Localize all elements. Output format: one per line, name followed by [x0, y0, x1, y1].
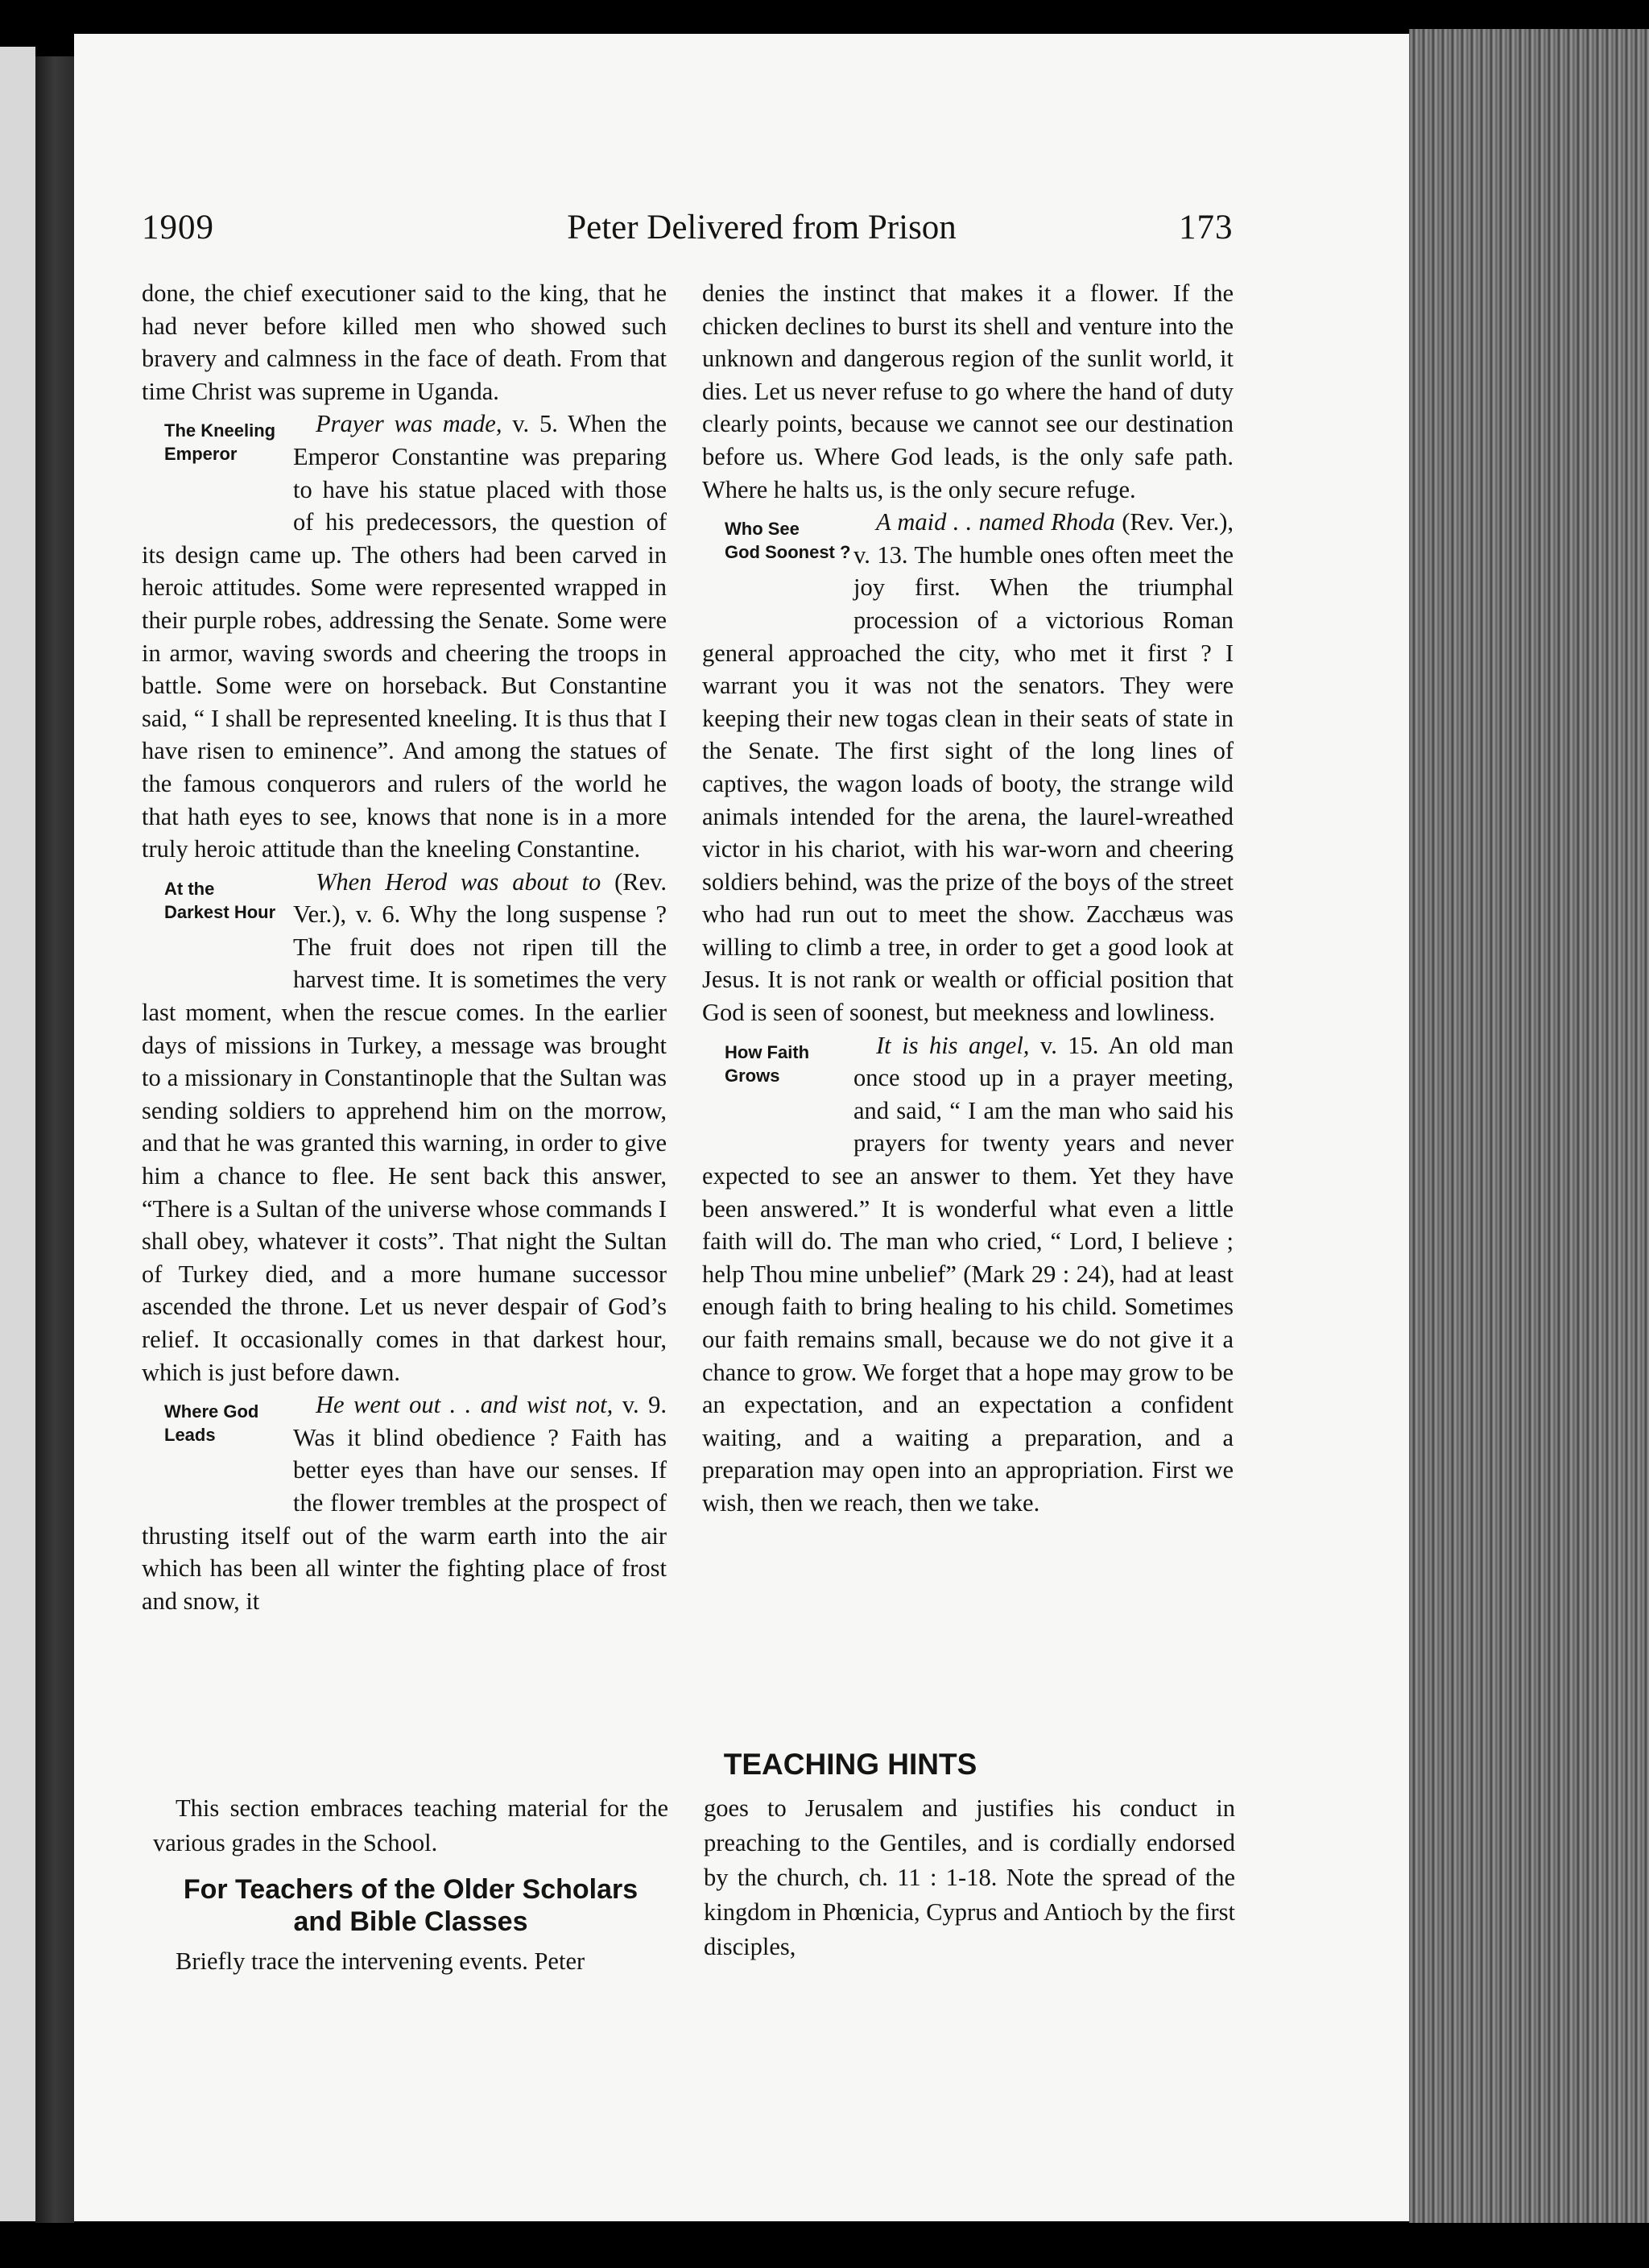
sub-heading: For Teachers of the Older Scholars and Bible Classes: [183, 1874, 639, 1937]
paragraph: At the Darkest Hour When Herod was about to (Rev. Ver.), v. 6. Why the long suspense ? The fruit does not ripen till the harvest time. It is sometimes the very last moment, when the rescue comes. In the earlier days of missions in Turkey, a message was brought to a missionary in Constantinople that the Sultan was sending soldiers to apprehend him on the morrow, and that he was granted this warning, in order to give him a chance to flee. He sent back this answer, “There is a Sultan of the universe whose commands I shall obey, whatever it costs”. That night the Sultan of Turkey died, and a more humane successor ascended the throne. Let us never despair of God’s relief. It occasionally comes in that darkest hour, which is just before dawn.: [142, 867, 667, 1386]
paragraph: done, the chief executioner said to the king, that he had never before killed men who showed such bravery and calmness in the face of death. From that time Christ was supreme in Uganda.: [142, 279, 667, 405]
paragraph: goes to Jerusalem and justifies his conduct in preaching to the Gentiles, and is cordially endorsed by the church, ch. 11 : 1-18. Note the spread of the kingdom in Phœnicia, Cyprus and Antioch by the first disciples,: [704, 1794, 1235, 1960]
verse-reference: When Herod was about to: [316, 867, 601, 896]
book-gutter: [35, 56, 74, 2223]
paragraph: Where God Leads He went out . . and wist not, v. 9. Was it blind obedience ? Faith has better eyes than have our senses. If the flower trembles at the prospect of thrusting itself out of the warm earth into the air which has been all winter the fighting place of frost and snow, it: [142, 1391, 667, 1615]
paragraph: How Faith Grows It is his angel, v. 15. An old man once stood up in a prayer meeting, and said, “ I am the man who said his prayers for twenty years and never expected to see an answer to them. Yet they have been answered.” It is wonderful what even a little faith will do. The man who cried, “ Lord, I believe ; help Thou mine unbelief” (Mark 29 : 24), had at least enough faith to bring healing to his child. Sometimes our faith remains small, because we do not give it a chance to grow. We forget that a hope may grow to be an expectation, and an expectation a confident waiting, and a waiting a preparation, and a preparation may open into an appropriation. First we wish, then we reach, then we take.: [702, 1031, 1234, 1517]
running-head-title: Peter Delivered from Prison: [567, 209, 957, 246]
verse-reference: He went out . . and wist not,: [316, 1391, 614, 1419]
paragraph: The Kneeling Emperor Prayer was made, v. 5. When the Emperor Constantine was preparing to have his statue placed with those of his predecessors, the question of its design came up. The others had been carved in heroic attitudes. Some were represented wrapped in their purple robes, addressing the Senate. Some were in armor, waving swords and cheering the troops in battle. Some were on horseback. But Constantine said, “ I shall be represented kneeling. It is thus that I have risen to eminence”. And among the statues of the famous conquerors and rulers of the world he that hath eyes to see, knows that none is in a more truly heroic attitude than the kneeling Constantine.: [142, 410, 667, 863]
right-column: [702, 277, 1234, 1520]
side-heading: Who See God Soonest ?: [725, 519, 851, 563]
page-edges-stack: [1409, 29, 1649, 2223]
side-heading: At the Darkest Hour: [164, 878, 276, 922]
verse-reference: Prayer was made,: [316, 410, 502, 438]
paragraph: Who See God Soonest ? A maid . . named Rhoda (Rev. Ver.), v. 13. The humble ones often meet the joy first. When the triumphal procession of a victorious Roman general approached the city, who met it first ? I warrant you it was not the senators. They were keeping their new togas clean in their seats of state in the Senate. The first sight of the long lines of captives, the wagon loads of booty, the strange wild animals intended for the arena, the laurel-wreathed victor in his chariot, with his war-worn and cheering soldiers behind, was the prize of the boys of the street who had run out to meet the show. Zacchæus was willing to climb a tree, in order to get a good look at Jesus. It is not rank or wealth or official position that God is seen of soonest, but meekness and lowliness.: [702, 508, 1234, 1027]
page-number: 173: [1179, 209, 1234, 246]
adjacent-page-edge: [0, 47, 35, 2221]
side-heading: The Kneeling Emperor: [164, 420, 276, 465]
teaching-hints-right: [704, 1791, 1235, 1964]
running-head-year: 1909: [142, 209, 214, 246]
verse-reference: It is his angel,: [876, 1031, 1030, 1059]
paragraph: Briefly trace the intervening events. Peter: [176, 1947, 585, 1975]
left-column: [142, 277, 667, 1617]
side-heading: How Faith Grows: [725, 1041, 810, 1086]
verse-reference: A maid . . named Rhoda: [876, 508, 1115, 536]
section-heading: TEACHING HINTS: [723, 1748, 977, 1781]
paragraph: This section embraces teaching material for the various grades in the School.: [153, 1794, 668, 1856]
side-heading: Where God Leads: [164, 1401, 259, 1446]
paragraph: denies the instinct that makes it a flower. If the chicken declines to burst its shell and venture into the unknown and dangerous region of the sunlit world, it dies. Let us never refuse to go where the hand of duty clearly points, because we cannot see our destination before us. Where God leads, is the only safe path. Where he halts us, is the only secure refuge.: [702, 279, 1234, 503]
teaching-hints-left: [153, 1791, 668, 1979]
